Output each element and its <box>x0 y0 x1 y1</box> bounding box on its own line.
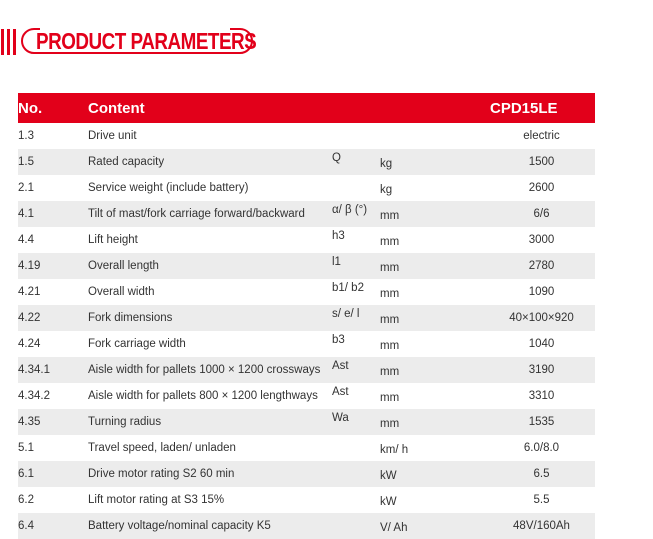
table-row <box>18 149 595 175</box>
row-no: 4.1 <box>18 201 88 227</box>
row-unit: mm <box>380 305 450 331</box>
row-no: 4.22 <box>18 305 88 331</box>
header-unit <box>380 93 450 123</box>
table-row <box>18 357 595 383</box>
row-unit <box>380 123 450 149</box>
row-no: 4.34.1 <box>18 357 88 383</box>
table-row <box>18 201 595 227</box>
row-unit: V/ Ah <box>380 513 450 539</box>
row-no: 4.24 <box>18 338 41 350</box>
row-symbol: b1/ b2 <box>332 282 364 294</box>
row-unit: mm <box>380 201 450 227</box>
row-value: 1090 <box>528 286 555 298</box>
header-content: Content <box>88 93 332 123</box>
section-title <box>0 26 260 58</box>
row-content: Aisle width for pallets 1000 × 1200 crossways <box>88 357 332 383</box>
row-symbol: s/ e/ l <box>332 305 380 331</box>
table-row <box>18 513 595 539</box>
header-symbol <box>332 93 380 123</box>
table-row <box>18 435 595 461</box>
row-value: 40×100×920 <box>450 305 595 331</box>
table-row <box>18 279 595 305</box>
row-unit: mm <box>380 409 450 435</box>
row-unit: kW <box>380 461 450 487</box>
row-value: 3000 <box>528 234 555 246</box>
row-content: Overall length <box>88 253 332 279</box>
table-row <box>18 409 595 435</box>
row-symbol <box>332 175 380 201</box>
row-unit: kg <box>380 149 450 175</box>
row-symbol <box>332 513 380 539</box>
row-content: Fork carriage width <box>88 338 186 350</box>
row-no: 4.21 <box>18 286 41 298</box>
row-no: 4.19 <box>18 253 88 279</box>
row-content: Turning radius <box>88 409 332 435</box>
table-row <box>18 175 595 201</box>
row-unit: kg <box>380 183 393 196</box>
row-value: electric <box>523 130 560 142</box>
row-content: Battery voltage/nominal capacity K5 <box>88 513 332 539</box>
row-unit: mm <box>380 391 400 404</box>
row-value: 1535 <box>450 409 595 435</box>
row-no: 6.1 <box>18 461 88 487</box>
row-value: 3310 <box>528 390 555 402</box>
row-unit: kW <box>380 495 397 508</box>
row-symbol: l1 <box>332 253 380 279</box>
row-no: 5.1 <box>18 442 34 454</box>
row-symbol: b3 <box>332 334 345 346</box>
row-content: Lift motor rating at S3 15% <box>88 494 225 506</box>
row-symbol <box>332 123 380 149</box>
row-content: Fork dimensions <box>88 305 332 331</box>
row-value: 6.0/8.0 <box>523 442 560 454</box>
header-model: CPD15LE <box>450 93 595 123</box>
row-no: 1.3 <box>18 130 34 142</box>
row-unit: km/ h <box>380 443 409 456</box>
row-content: Overall width <box>88 286 155 298</box>
row-symbol <box>332 435 380 461</box>
table-row <box>18 383 595 409</box>
table-row <box>18 331 595 357</box>
row-no: 1.5 <box>18 149 88 175</box>
page-title: PRODUCT PARAMETERS <box>36 28 257 54</box>
row-unit: mm <box>380 253 450 279</box>
row-content: Drive unit <box>88 130 137 142</box>
title-bars-decoration <box>1 29 16 55</box>
row-value: 1500 <box>450 149 595 175</box>
table-header-row <box>18 93 595 123</box>
row-symbol: α/ β (°) <box>332 201 380 227</box>
row-no: 2.1 <box>18 182 34 194</box>
row-symbol: Ast <box>332 386 349 398</box>
row-unit: mm <box>380 287 400 300</box>
table-row <box>18 461 595 487</box>
row-value: 6.5 <box>450 461 595 487</box>
row-value: 2780 <box>450 253 595 279</box>
table-row <box>18 487 595 513</box>
row-value: 5.5 <box>533 494 550 506</box>
row-content: Drive motor rating S2 60 min <box>88 461 332 487</box>
row-symbol: Q <box>332 149 380 175</box>
header-no: No. <box>18 93 88 123</box>
row-no: 6.4 <box>18 513 88 539</box>
row-content: Service weight (include battery) <box>88 182 249 194</box>
table-row <box>18 253 595 279</box>
row-content: Tilt of mast/fork carriage forward/backward <box>88 201 332 227</box>
row-content: Rated capacity <box>88 149 332 175</box>
table-row <box>18 305 595 331</box>
row-unit: mm <box>380 357 450 383</box>
row-symbol <box>332 487 380 513</box>
row-no: 4.4 <box>18 234 34 246</box>
row-content: Aisle width for pallets 800 × 1200 lengthways <box>88 390 318 402</box>
row-content: Lift height <box>88 234 138 246</box>
row-value: 48V/160Ah <box>450 513 595 539</box>
row-no: 4.35 <box>18 409 88 435</box>
row-content: Travel speed, laden/ unladen <box>88 442 236 454</box>
row-symbol: h3 <box>332 230 345 242</box>
table-row <box>18 123 595 149</box>
row-value: 1040 <box>528 338 555 350</box>
table-row <box>18 227 595 253</box>
row-value: 3190 <box>450 357 595 383</box>
row-symbol <box>332 461 380 487</box>
row-unit: mm <box>380 339 400 352</box>
parameters-table <box>18 93 595 539</box>
row-value: 2600 <box>528 182 555 194</box>
row-symbol: Wa <box>332 409 380 435</box>
row-no: 4.34.2 <box>18 390 50 402</box>
row-unit: mm <box>380 235 400 248</box>
row-value: 6/6 <box>450 201 595 227</box>
row-symbol: Ast <box>332 357 380 383</box>
row-no: 6.2 <box>18 494 34 506</box>
